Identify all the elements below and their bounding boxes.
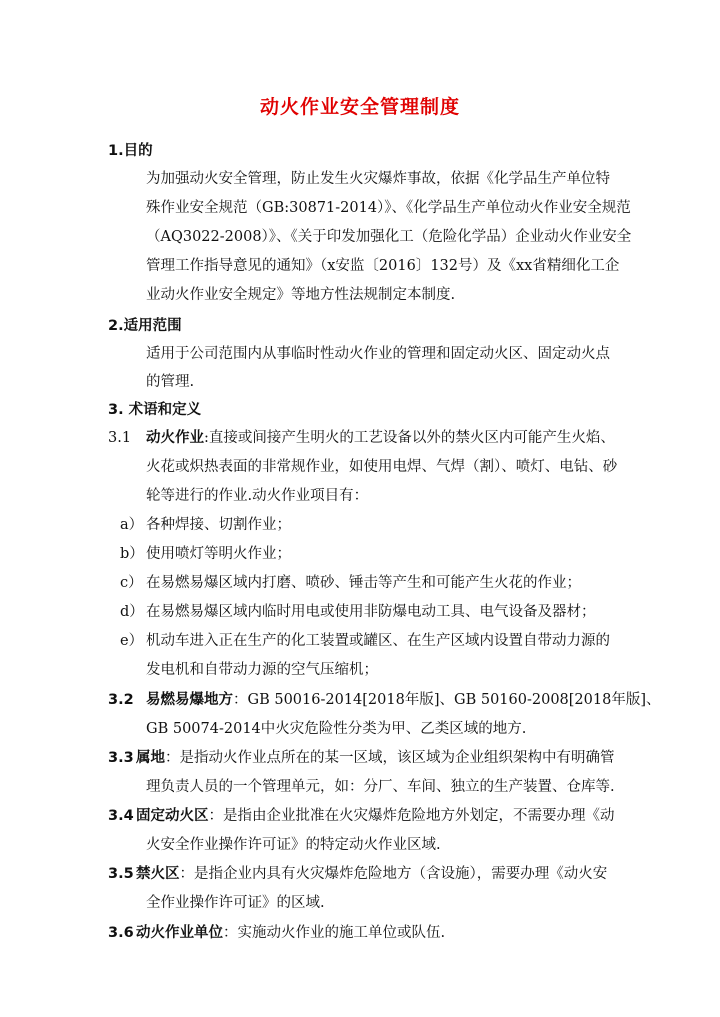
definition-text: :直接或间接产生明火的工艺设备以外的禁火区内可能产生火焰、 <box>204 430 615 446</box>
list-item-text: 使用喷灯等明火作业； <box>146 546 291 562</box>
paragraph-line: 管理工作指导意见的通知》（x安监〔2016〕132号）及《xx省精细化工企 <box>146 258 620 274</box>
section-heading-purpose: 1.目的 <box>108 143 153 159</box>
definition-3-1 <box>108 424 615 452</box>
paragraph-line: 适用于公司范围内从事临时性动火作业的管理和固定动火区、固定动火点 <box>146 346 610 362</box>
section-heading-scope: 2.适用范围 <box>108 318 182 334</box>
definition-text: ：是指动火作业点所在的某一区域，该区域为企业组织架构中有明确管 <box>165 750 615 766</box>
list-marker: b） <box>120 546 144 562</box>
list-marker: d） <box>120 604 144 620</box>
list-marker: c） <box>120 575 143 591</box>
definition-3-6 <box>108 919 445 947</box>
definition-text: ：是指企业内具有火灾爆炸危险地方（含设施），需要办理《动火安 <box>179 866 608 882</box>
definition-term: 固定动火区 <box>136 808 209 824</box>
paragraph-line: （AQ3022-2008）》、《关于印发加强化工（危险化学品）企业动火作业安全 <box>146 229 632 245</box>
definition-term: 动火作业单位 <box>136 925 223 941</box>
list-item-text: 机动车进入正在生产的化工装置或罐区、在生产区域内设置自带动力源的 <box>146 633 610 649</box>
list-item-text: 在易燃易爆区域内临时用电或使用非防爆电动工具、电气设备及器材； <box>146 604 596 620</box>
definition-number: 3.2 <box>108 692 134 708</box>
list-item <box>120 569 581 597</box>
definition-3-4 <box>108 802 615 830</box>
definition-number: 3.6 <box>108 925 134 941</box>
paragraph-line: 殊作业安全规范（GB:30871-2014）》、《化学品生产单位动火作业安全规范 <box>146 200 631 216</box>
paragraph-line: 火安全作业操作许可证》的特定动火作业区域. <box>146 837 441 853</box>
list-marker: a） <box>120 517 144 533</box>
definition-term: 禁火区 <box>136 866 180 882</box>
definition-number: 3.5 <box>108 866 134 882</box>
definition-number: 3.3 <box>108 750 134 766</box>
definition-3-3 <box>108 744 615 772</box>
definition-number: 3.1 <box>108 430 132 446</box>
definition-number: 3.4 <box>108 808 134 824</box>
definition-term: 易燃易爆地方 <box>146 692 233 708</box>
list-marker: e） <box>120 633 144 649</box>
paragraph-line: 业动火作业安全规定》等地方性法规制定本制度. <box>146 287 456 303</box>
list-item <box>120 511 291 539</box>
list-item-text: 各种焊接、切割作业； <box>146 517 291 533</box>
section-heading-terms: 3. 术语和定义 <box>108 402 202 418</box>
list-item-text: 在易燃易爆区域内打磨、喷砂、锤击等产生和可能产生火花的作业； <box>146 575 581 591</box>
definition-text: ：实施动火作业的施工单位或队伍. <box>223 925 446 941</box>
page-title: 动火作业安全管理制度 <box>259 96 460 118</box>
list-item <box>120 627 610 655</box>
paragraph-line: 发电机和自带动力源的空气压缩机； <box>146 662 378 678</box>
paragraph-line: GB 50074-2014中火灾危险性分类为甲、乙类区域的地方. <box>146 721 527 737</box>
definition-text: ：GB 50016-2014[2018年版]、GB 50160-2008[2018年版]、 <box>233 692 661 708</box>
paragraph-line: 的管理. <box>146 374 195 390</box>
paragraph-line: 火花或炽热表面的非常规作业，如使用电焊、气焊（割）、喷灯、电钻、砂 <box>146 459 618 475</box>
paragraph-line: 轮等进行的作业.动火作业项目有： <box>146 488 369 504</box>
paragraph-line: 为加强动火安全管理，防止发生火灾爆炸事故，依据《化学品生产单位特 <box>146 171 610 187</box>
paragraph-line: 全作业操作许可证》的区域. <box>146 895 325 911</box>
paragraph-line: 理负责人员的一个管理单元，如：分厂、车间、独立的生产装置、仓库等. <box>146 779 615 795</box>
list-item <box>120 540 291 568</box>
list-item <box>120 598 596 626</box>
definition-term: 动火作业 <box>146 430 204 446</box>
definition-term: 属地 <box>136 750 165 766</box>
definition-3-2 <box>108 686 660 714</box>
definition-text: ：是指由企业批准在火灾爆炸危险地方外划定，不需要办理《动 <box>208 808 615 824</box>
definition-3-5 <box>108 860 607 888</box>
